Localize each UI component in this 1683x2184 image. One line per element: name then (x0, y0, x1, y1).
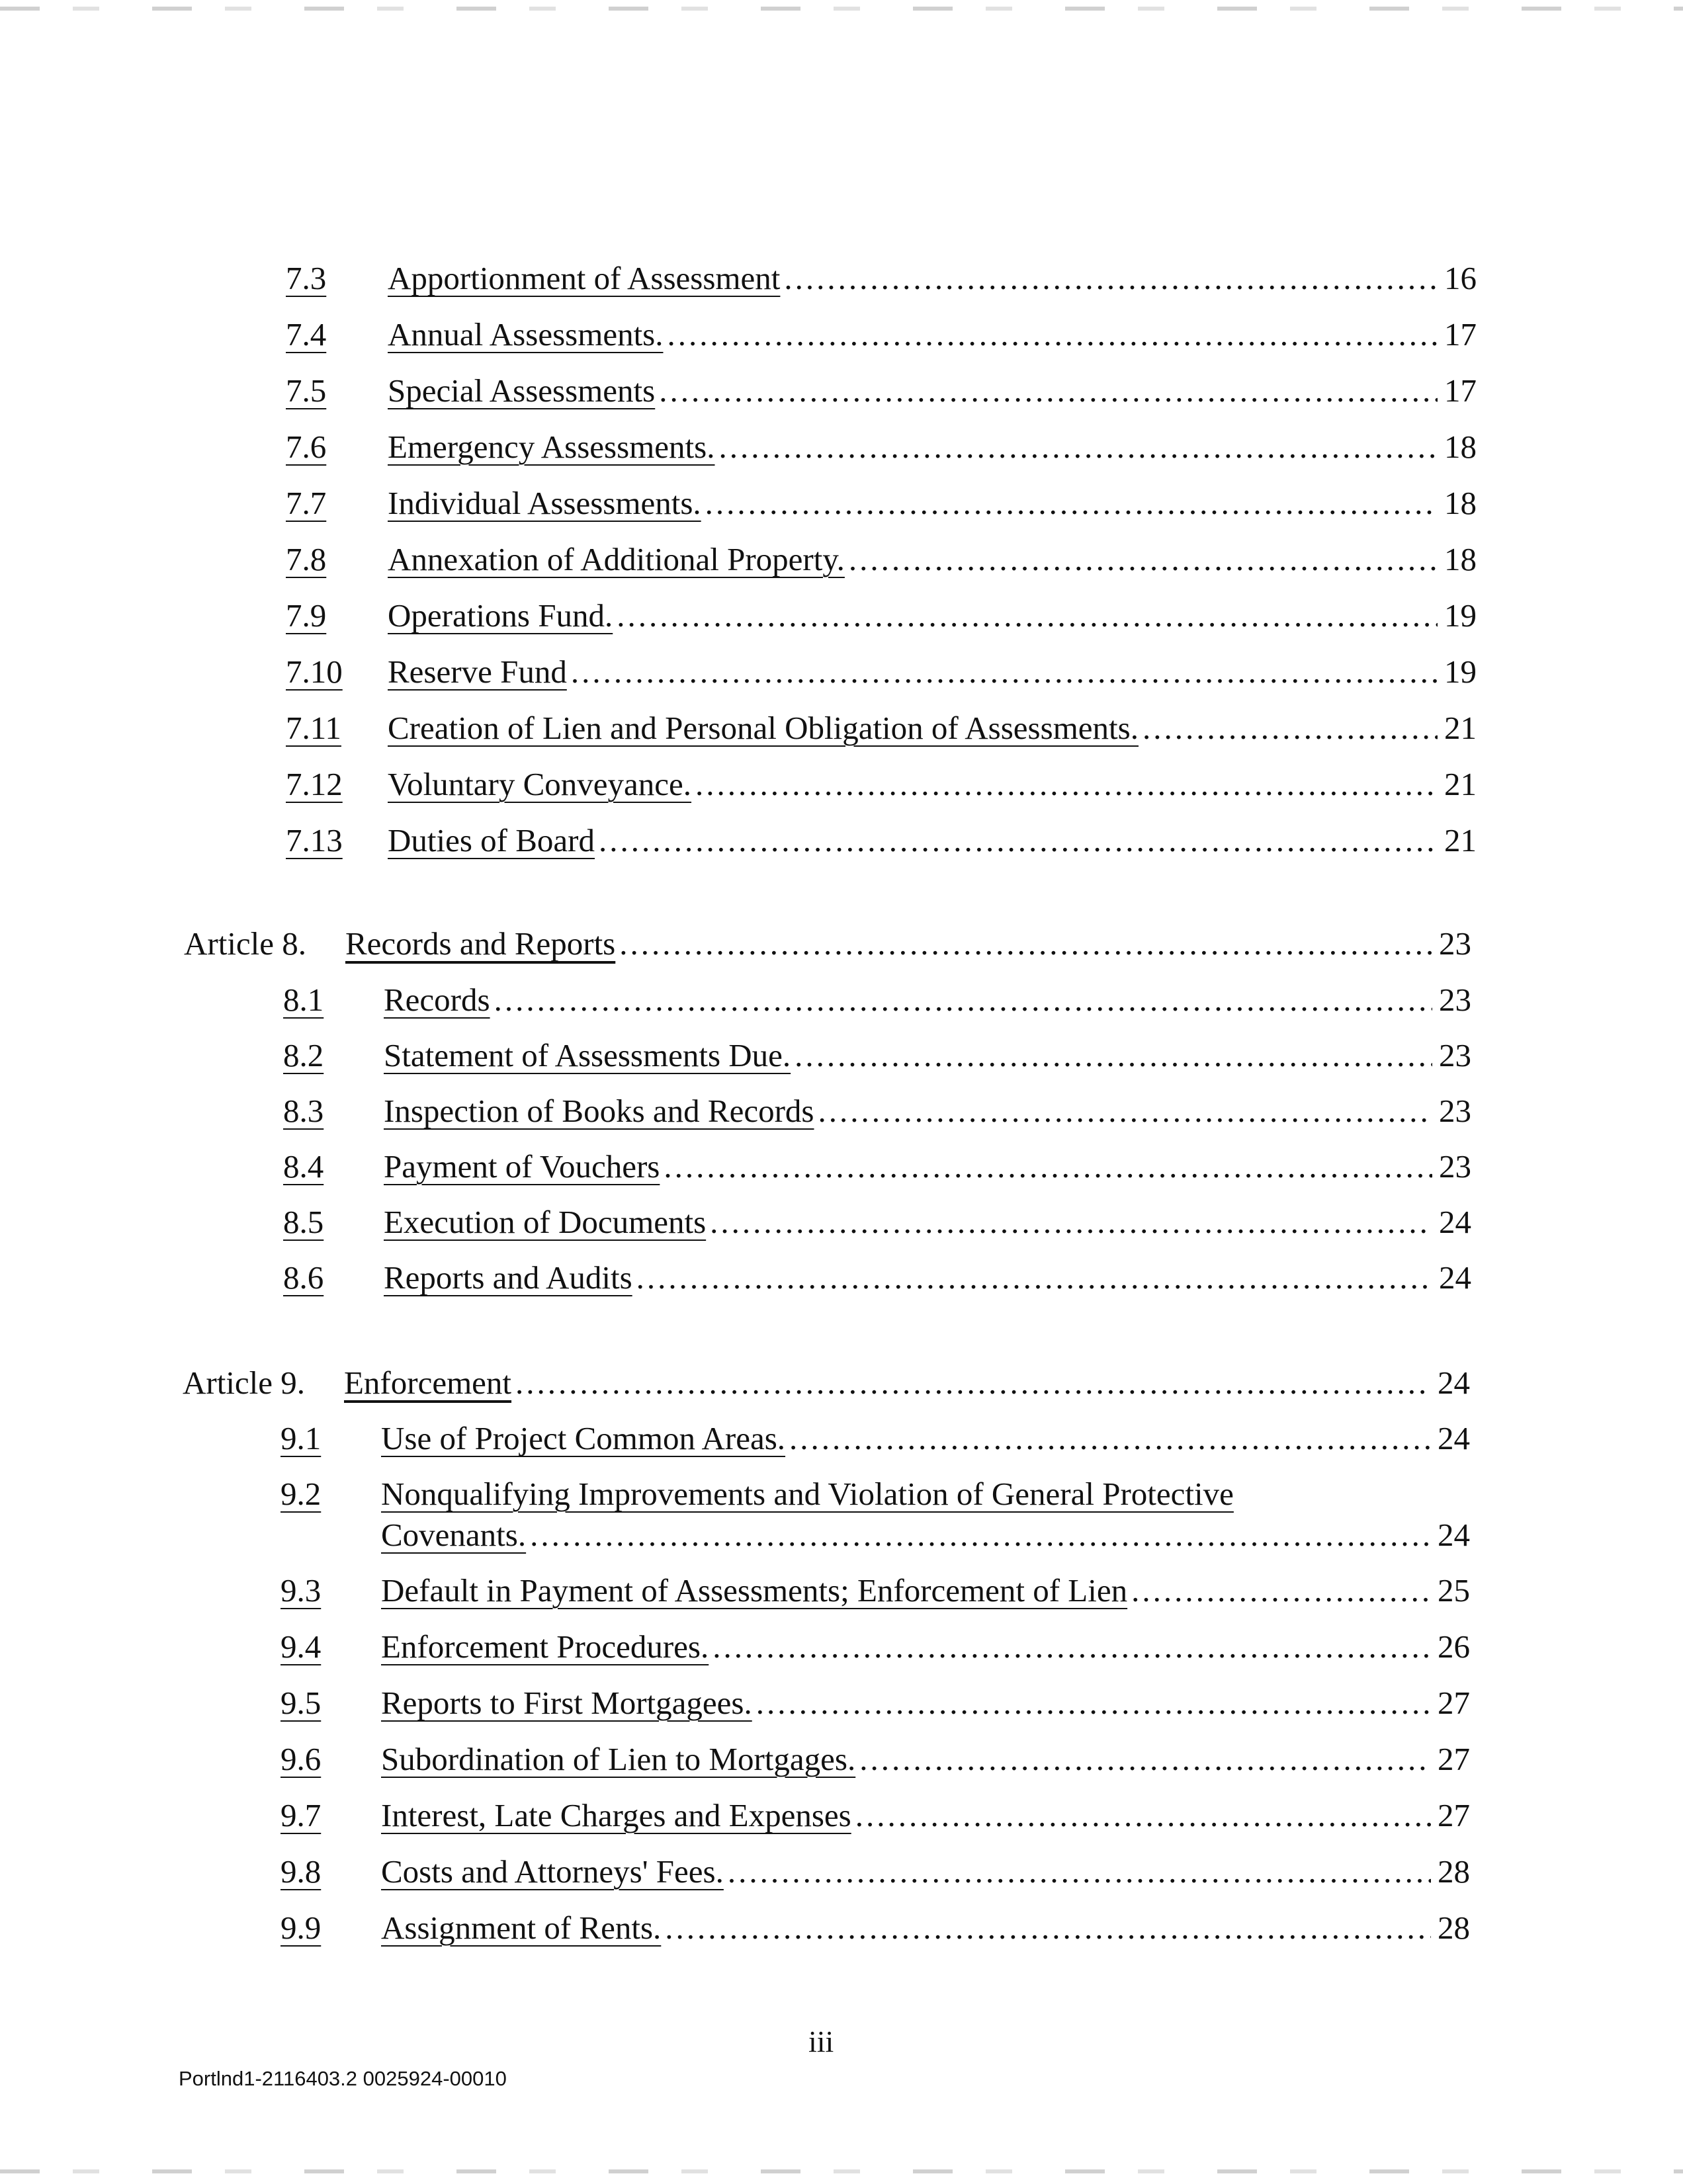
entry-page: 24 (1438, 1517, 1470, 1553)
entry-page: 17 (1444, 316, 1477, 353)
entry-title: Costs and Attorneys' Fees. (381, 1853, 724, 1890)
entry-title: Inspection of Books and Records (384, 1093, 814, 1129)
scan-artifact-bottom (0, 2169, 1683, 2173)
entry-number: 9.8 (280, 1853, 322, 1890)
entry-number: 8.1 (283, 982, 324, 1018)
toc-entry[interactable] (283, 1200, 1471, 1244)
entry-title: Reports to First Mortgagees. (381, 1685, 752, 1721)
entry-page: 23 (1439, 1093, 1471, 1129)
toc-entry[interactable] (280, 1625, 1470, 1669)
scan-artifact-top (0, 7, 1683, 11)
leader-dots (756, 1681, 1431, 1725)
entry-number: 7.7 (286, 485, 327, 521)
leader-dots (818, 1089, 1433, 1133)
document-id: Portlnd1-2116403.2 0025924-00010 (179, 2067, 507, 2090)
article-title: Records and Reports (345, 925, 616, 962)
leader-dots (599, 819, 1438, 862)
toc-entry[interactable] (286, 257, 1477, 300)
entry-number: 9.7 (280, 1797, 322, 1833)
entry-number: 8.2 (283, 1037, 324, 1073)
entry-page: 21 (1444, 710, 1477, 746)
entry-number: 9.4 (280, 1628, 322, 1665)
toc-entry[interactable] (283, 978, 1471, 1022)
entry-page: 23 (1439, 1148, 1471, 1185)
entry-title: Default in Payment of Assessments; Enforcement of Lien (381, 1572, 1128, 1609)
entry-number: 8.3 (283, 1093, 324, 1129)
leader-dots (668, 313, 1438, 357)
entry-page: 27 (1438, 1685, 1470, 1721)
entry-title: Voluntary Conveyance. (388, 766, 692, 802)
entry-title: Creation of Lien and Personal Obligation of Assessments. (388, 710, 1139, 746)
article-page: 23 (1439, 925, 1471, 962)
entry-title: Execution of Documents (384, 1204, 707, 1240)
entry-number: 8.5 (283, 1204, 324, 1240)
entry-page: 23 (1439, 982, 1471, 1018)
entry-title: Annual Assessments. (388, 316, 664, 353)
article-9-heading[interactable] (183, 1361, 1470, 1405)
entry-number: 9.5 (280, 1685, 322, 1721)
toc-entry[interactable] (280, 1569, 1470, 1613)
entry-number: 9.9 (280, 1910, 322, 1946)
entry-page: 21 (1444, 766, 1477, 802)
entry-page: 28 (1438, 1910, 1470, 1946)
entry-page: 16 (1444, 260, 1477, 296)
entry-title: Annexation of Additional Property. (388, 541, 845, 577)
entry-page: 24 (1439, 1204, 1471, 1240)
leader-dots (859, 1738, 1431, 1781)
entry-number: 9.1 (280, 1420, 322, 1456)
article-label: Article 8. (184, 925, 307, 962)
toc-entry[interactable] (280, 1681, 1470, 1725)
entry-number: 9.3 (280, 1572, 322, 1609)
leader-dots (636, 1256, 1432, 1300)
entry-page: 23 (1439, 1037, 1471, 1073)
leader-dots (705, 482, 1438, 525)
entry-title-line1: Nonqualifying Improvements and Violation of General Protective (381, 1476, 1234, 1512)
entry-page: 26 (1438, 1628, 1470, 1665)
entry-number: 7.3 (286, 260, 327, 296)
leader-dots (695, 763, 1438, 806)
leader-dots (515, 1361, 1431, 1405)
entry-page: 18 (1444, 485, 1477, 521)
toc-entry[interactable] (280, 1417, 1470, 1460)
entry-page: 18 (1444, 429, 1477, 465)
entry-title: Subordination of Lien to Mortgages. (381, 1741, 856, 1777)
leader-dots (1143, 706, 1438, 750)
leader-dots (617, 594, 1438, 638)
entry-number: 7.6 (286, 429, 327, 465)
entry-number: 9.2 (280, 1476, 322, 1512)
leader-dots (855, 1794, 1431, 1837)
entry-number: 9.6 (280, 1741, 322, 1777)
entry-number: 7.11 (286, 710, 341, 746)
entry-page: 24 (1439, 1259, 1471, 1296)
leader-dots (789, 1417, 1431, 1460)
entry-title: Statement of Assessments Due. (384, 1037, 791, 1073)
entry-title: Interest, Late Charges and Expenses (381, 1797, 851, 1833)
toc-entry[interactable] (286, 819, 1477, 862)
article-8-heading[interactable] (184, 922, 1471, 966)
leader-dots (659, 369, 1438, 413)
entry-title: Payment of Vouchers (384, 1148, 660, 1185)
entry-title: Use of Project Common Areas. (381, 1420, 786, 1456)
entry-number: 7.12 (286, 766, 343, 802)
entry-page: 19 (1444, 597, 1477, 634)
entry-title: Operations Fund. (388, 597, 613, 634)
entry-title: Emergency Assessments. (388, 429, 715, 465)
toc-entry[interactable] (280, 1850, 1470, 1894)
toc-entry[interactable] (286, 425, 1477, 469)
entry-page: 21 (1444, 822, 1477, 859)
entry-number: 7.4 (286, 316, 327, 353)
leader-dots (530, 1513, 1431, 1557)
leader-dots (712, 1625, 1431, 1669)
toc-entry[interactable] (280, 1794, 1470, 1837)
toc-entry[interactable] (283, 1089, 1471, 1133)
entry-title: Assignment of Rents. (381, 1910, 662, 1946)
entry-title: Individual Assessments. (388, 485, 701, 521)
entry-number: 8.6 (283, 1259, 324, 1296)
article-label: Article 9. (183, 1365, 306, 1401)
toc-entry[interactable] (283, 1256, 1471, 1300)
toc-entry[interactable] (283, 1145, 1471, 1189)
article-page: 24 (1438, 1365, 1470, 1401)
entry-number: 7.10 (286, 653, 343, 690)
leader-dots (795, 1034, 1432, 1077)
leader-dots (665, 1906, 1431, 1950)
entry-page: 27 (1438, 1797, 1470, 1833)
entry-number: 7.5 (286, 372, 327, 409)
entry-number: 8.4 (283, 1148, 324, 1185)
toc-entry[interactable] (286, 538, 1477, 581)
entry-title: Special Assessments (388, 372, 656, 409)
leader-dots (718, 425, 1438, 469)
leader-dots (664, 1145, 1432, 1189)
entry-page: 28 (1438, 1853, 1470, 1890)
toc-entry[interactable] (280, 1906, 1470, 1950)
toc-entry[interactable] (286, 369, 1477, 413)
page-number: iii (808, 2025, 834, 2058)
entry-page: 17 (1444, 372, 1477, 409)
leader-dots (728, 1850, 1431, 1894)
toc-entry[interactable] (286, 313, 1477, 357)
toc-entry[interactable] (280, 1738, 1470, 1781)
toc-entry[interactable] (286, 706, 1477, 750)
leader-dots (1131, 1569, 1431, 1613)
entry-title: Duties of Board (388, 822, 595, 859)
entry-page: 24 (1438, 1420, 1470, 1456)
article-title: Enforcement (344, 1365, 512, 1401)
entry-page: 18 (1444, 541, 1477, 577)
toc-entry[interactable] (286, 594, 1477, 638)
entry-title: Records (384, 982, 490, 1018)
leader-dots (849, 538, 1438, 581)
leader-dots (571, 650, 1438, 694)
toc-entry[interactable] (286, 763, 1477, 806)
leader-dots (784, 257, 1438, 300)
entry-number: 7.13 (286, 822, 343, 859)
leader-dots (710, 1200, 1432, 1244)
entry-page: 19 (1444, 653, 1477, 690)
entry-page: 27 (1438, 1741, 1470, 1777)
entry-number: 7.9 (286, 597, 327, 634)
entry-title: Enforcement Procedures. (381, 1628, 709, 1665)
entry-title: Apportionment of Assessment (388, 260, 781, 296)
entry-number: 7.8 (286, 541, 327, 577)
toc-entry[interactable] (283, 1034, 1471, 1077)
entry-title: Reserve Fund (388, 653, 567, 690)
toc-entry[interactable] (286, 482, 1477, 525)
leader-dots (494, 978, 1432, 1022)
entry-page: 25 (1438, 1572, 1470, 1609)
toc-entry[interactable] (286, 650, 1477, 694)
toc-entry-multiline[interactable] (280, 1472, 1470, 1565)
leader-dots (619, 922, 1432, 966)
entry-title: Covenants. (381, 1517, 527, 1553)
entry-title: Reports and Audits (384, 1259, 632, 1296)
